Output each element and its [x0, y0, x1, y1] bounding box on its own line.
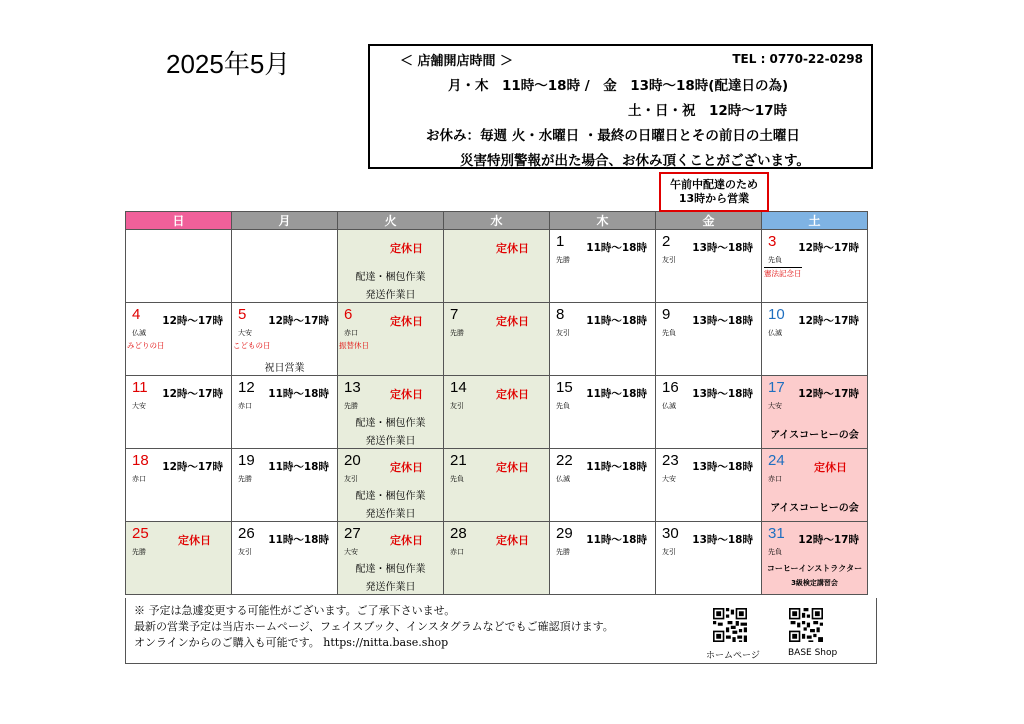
- weekday-header: 月: [232, 212, 338, 230]
- closed-label: 定休日: [814, 461, 847, 474]
- phone-number: TEL : 0770-22-0298: [732, 52, 863, 66]
- calendar-day-cell[interactable]: [656, 449, 762, 522]
- rokuyo-label: 大安: [662, 475, 676, 483]
- disaster-notice: 災害特別警報が出た場合、お休み頂くことがございます。: [460, 153, 810, 169]
- calendar-day-cell[interactable]: [444, 449, 550, 522]
- day-number: 29: [556, 525, 573, 542]
- day-number: 27: [344, 525, 361, 542]
- day-number: 31: [768, 525, 785, 542]
- day-number: 2: [662, 233, 671, 250]
- closed-label: 定休日: [496, 242, 529, 255]
- calendar-day-cell[interactable]: [762, 303, 868, 376]
- rokuyo-label: 先勝: [132, 548, 146, 556]
- holiday-name: 憲法記念日: [764, 269, 802, 278]
- holiday-name: 振替休日: [339, 341, 369, 350]
- hours-weekend: 土・日・祝 12時～17時: [628, 103, 788, 119]
- homepage-qr-label: ホームページ: [706, 651, 760, 661]
- calendar-day-cell[interactable]: [232, 449, 338, 522]
- calendar-day-cell[interactable]: [338, 376, 444, 449]
- work-note-2: 発送作業日: [365, 509, 416, 520]
- calendar-day-cell[interactable]: [126, 449, 232, 522]
- opening-hours: 11時～18時: [268, 461, 329, 473]
- day-number: 20: [344, 452, 361, 469]
- closed-label: 定休日: [390, 315, 423, 328]
- calendar-day-cell[interactable]: [126, 376, 232, 449]
- day-number: 25: [132, 525, 149, 542]
- rokuyo-label: 友引: [344, 475, 358, 483]
- footer-line-info: 最新の営業予定は当店ホームページ、フェイスブック、インスタグラムなどでもご確認頂けます。: [134, 620, 614, 633]
- footer-line-online: オンラインからのご購入も可能です。 https://nitta.base.shop: [134, 636, 449, 649]
- calendar-week-row: [126, 449, 868, 522]
- opening-hours: 11時～18時: [268, 388, 329, 400]
- rokuyo-label: 先勝: [450, 329, 464, 337]
- calendar-day-cell[interactable]: [656, 230, 762, 303]
- day-number: 6: [344, 306, 353, 323]
- base-shop-qr-label: BASE Shop: [788, 648, 838, 658]
- calendar-day-cell[interactable]: [656, 522, 762, 595]
- base-shop-qr-icon[interactable]: [789, 608, 823, 642]
- rokuyo-label: 先負: [768, 256, 782, 264]
- rokuyo-label: 赤口: [132, 475, 146, 483]
- day-number: 13: [344, 379, 361, 396]
- calendar-day-cell[interactable]: [762, 376, 868, 449]
- calendar-day-cell[interactable]: [126, 522, 232, 595]
- opening-hours: 11時～18時: [586, 242, 647, 254]
- opening-hours: 12時～17時: [268, 315, 329, 327]
- day-number: 28: [450, 525, 467, 542]
- calendar-day-cell[interactable]: [444, 522, 550, 595]
- day-number: 9: [662, 306, 671, 323]
- opening-hours: 12時～17時: [798, 388, 859, 400]
- day-number: 8: [556, 306, 565, 323]
- day-number: 16: [662, 379, 679, 396]
- day-number: 18: [132, 452, 149, 469]
- event-label-1: コーヒーインストラクター: [766, 564, 863, 573]
- rokuyo-label: 友引: [556, 329, 570, 337]
- calendar-day-cell[interactable]: [444, 230, 550, 303]
- calendar-day-cell[interactable]: [338, 522, 444, 595]
- calendar-day-cell[interactable]: [762, 230, 868, 303]
- day-number: 11: [132, 379, 148, 396]
- calendar-day-cell[interactable]: [126, 230, 232, 303]
- opening-hours: 11時～18時: [586, 461, 647, 473]
- closed-label: 定休日: [496, 461, 529, 474]
- day-number: 4: [132, 306, 141, 323]
- calendar-day-cell[interactable]: [550, 376, 656, 449]
- rokuyo-label: 先勝: [238, 475, 252, 483]
- calendar-week-row: [126, 376, 868, 449]
- rokuyo-label: 赤口: [344, 329, 358, 337]
- opening-hours: 12時～17時: [162, 315, 223, 327]
- day-number: 12: [238, 379, 255, 396]
- opening-hours: 11時～18時: [268, 534, 329, 546]
- rokuyo-label: 大安: [344, 548, 358, 556]
- rokuyo-label: 先負: [556, 402, 570, 410]
- opening-hours: 11時～18時: [586, 388, 647, 400]
- holiday-name: こどもの日: [233, 341, 271, 350]
- weekday-header: 水: [444, 212, 550, 230]
- rokuyo-label: 大安: [768, 402, 782, 410]
- weekday-header: 土: [762, 212, 868, 230]
- calendar-day-cell[interactable]: [444, 303, 550, 376]
- event-label: アイスコーヒーの会: [770, 430, 859, 441]
- opening-hours: 11時～18時: [586, 534, 647, 546]
- day-number: 24: [768, 452, 785, 469]
- rokuyo-label: 友引: [238, 548, 252, 556]
- work-note-2: 発送作業日: [365, 290, 416, 301]
- day-number: 5: [238, 306, 247, 323]
- day-number: 3: [768, 233, 777, 250]
- weekday-header: 金: [656, 212, 762, 230]
- rokuyo-label: 赤口: [238, 402, 252, 410]
- rokuyo-label: 仏滅: [132, 329, 146, 337]
- weekday-header: 火: [338, 212, 444, 230]
- opening-hours: 13時～18時: [692, 534, 753, 546]
- calendar-day-cell[interactable]: [338, 303, 444, 376]
- event-label: アイスコーヒーの会: [770, 503, 859, 514]
- work-note-1: 配達・梱包作業: [355, 272, 426, 283]
- friday-note-line1: 午前中配達のため: [670, 178, 758, 191]
- opening-hours: 12時～17時: [798, 242, 859, 254]
- rokuyo-label: 赤口: [450, 548, 464, 556]
- work-note-2: 祝日営業: [264, 363, 305, 374]
- opening-hours: 13時～18時: [692, 242, 753, 254]
- closed-label: 定休日: [496, 388, 529, 401]
- rokuyo-label: 友引: [450, 402, 464, 410]
- footer-line-change: ※ 予定は急遽変更する可能性がございます。ご了承下さいませ。: [134, 604, 456, 617]
- closed-label: 定休日: [390, 388, 423, 401]
- calendar-day-cell[interactable]: [232, 376, 338, 449]
- closed-days: お休み：毎週 火・水曜日 ・最終の日曜日とその前日の土曜日: [426, 128, 800, 144]
- rokuyo-label: 仏滅: [768, 329, 782, 337]
- work-note-2: 発送作業日: [365, 436, 416, 447]
- rokuyo-label: 先負: [450, 475, 464, 483]
- calendar-week-row: [126, 303, 868, 376]
- rokuyo-label: 赤口: [768, 475, 782, 483]
- work-note-1: 配達・梱包作業: [355, 418, 426, 429]
- calendar-day-cell[interactable]: [550, 303, 656, 376]
- calendar-body: [126, 230, 868, 595]
- calendar-day-cell[interactable]: [126, 303, 232, 376]
- day-number: 7: [450, 306, 459, 323]
- rokuyo-label: 先勝: [556, 256, 570, 264]
- day-number: 15: [556, 379, 573, 396]
- footer-notes: [125, 598, 877, 664]
- holiday-name: みどりの日: [127, 341, 165, 350]
- rokuyo-label: 大安: [132, 402, 146, 410]
- opening-hours: 12時～17時: [798, 315, 859, 327]
- calendar-day-cell[interactable]: [338, 449, 444, 522]
- weekday-header-row: [126, 212, 868, 230]
- day-number: 21: [450, 452, 467, 469]
- work-note-1: 配達・梱包作業: [355, 491, 426, 502]
- day-number: 22: [556, 452, 573, 469]
- friday-note-line2: 13時から営業: [678, 192, 750, 205]
- rokuyo-label: 大安: [238, 329, 252, 337]
- rokuyo-label: 先勝: [556, 548, 570, 556]
- work-note-1: 配達・梱包作業: [355, 564, 426, 575]
- rokuyo-label: 友引: [662, 256, 676, 264]
- opening-hours: 12時～17時: [162, 461, 223, 473]
- day-number: 17: [768, 379, 785, 396]
- rokuyo-label: 仏滅: [662, 402, 676, 410]
- calendar-day-cell[interactable]: [550, 230, 656, 303]
- opening-hours: 13時～18時: [692, 315, 753, 327]
- day-number: 1: [556, 233, 565, 250]
- closed-label: 定休日: [178, 534, 211, 547]
- closed-label: 定休日: [496, 534, 529, 547]
- rokuyo-label: 先負: [768, 548, 782, 556]
- calendar-day-cell[interactable]: [232, 230, 338, 303]
- weekday-header: 日: [126, 212, 232, 230]
- opening-hours: 12時～17時: [162, 388, 223, 400]
- calendar-week-row: [126, 522, 868, 595]
- calendar-day-cell[interactable]: [550, 522, 656, 595]
- opening-hours: 13時～18時: [692, 461, 753, 473]
- closed-label: 定休日: [496, 315, 529, 328]
- closed-label: 定休日: [390, 461, 423, 474]
- calendar-day-cell[interactable]: [762, 522, 868, 595]
- calendar-table: [125, 211, 868, 595]
- calendar-day-cell[interactable]: [656, 303, 762, 376]
- store-hours-box: [368, 44, 873, 169]
- day-number: 10: [768, 306, 785, 323]
- calendar-day-cell[interactable]: [656, 376, 762, 449]
- day-number: 19: [238, 452, 255, 469]
- opening-hours: 12時～17時: [798, 534, 859, 546]
- page-title: 2025年5月: [166, 49, 291, 79]
- friday-note: [659, 172, 769, 212]
- rokuyo-label: 友引: [662, 548, 676, 556]
- hours-weekday: 月・木 11時～18時 / 金 13時～18時(配達日の為): [448, 78, 789, 94]
- closed-label: 定休日: [390, 534, 423, 547]
- opening-hours: 11時～18時: [586, 315, 647, 327]
- calendar-day-cell[interactable]: [444, 376, 550, 449]
- homepage-qr-icon[interactable]: [713, 608, 747, 642]
- calendar-day-cell[interactable]: [762, 449, 868, 522]
- work-note-2: 発送作業日: [365, 582, 416, 593]
- calendar-day-cell[interactable]: [232, 303, 338, 376]
- calendar-week-row: [126, 230, 868, 303]
- day-number: 23: [662, 452, 679, 469]
- rokuyo-label: 先負: [662, 329, 676, 337]
- calendar-day-cell[interactable]: [338, 230, 444, 303]
- event-label-2: 3級検定講習会: [791, 579, 838, 587]
- rokuyo-label: 先勝: [344, 402, 358, 410]
- weekday-header: 木: [550, 212, 656, 230]
- rokuyo-label: 仏滅: [556, 475, 570, 483]
- hours-heading: ＜ 店舗開店時間 ＞: [400, 54, 514, 69]
- calendar-day-cell[interactable]: [550, 449, 656, 522]
- day-number: 14: [450, 379, 467, 396]
- day-number: 26: [238, 525, 255, 542]
- opening-hours: 13時～18時: [692, 388, 753, 400]
- closed-label: 定休日: [390, 242, 423, 255]
- day-number: 30: [662, 525, 679, 542]
- calendar-day-cell[interactable]: [232, 522, 338, 595]
